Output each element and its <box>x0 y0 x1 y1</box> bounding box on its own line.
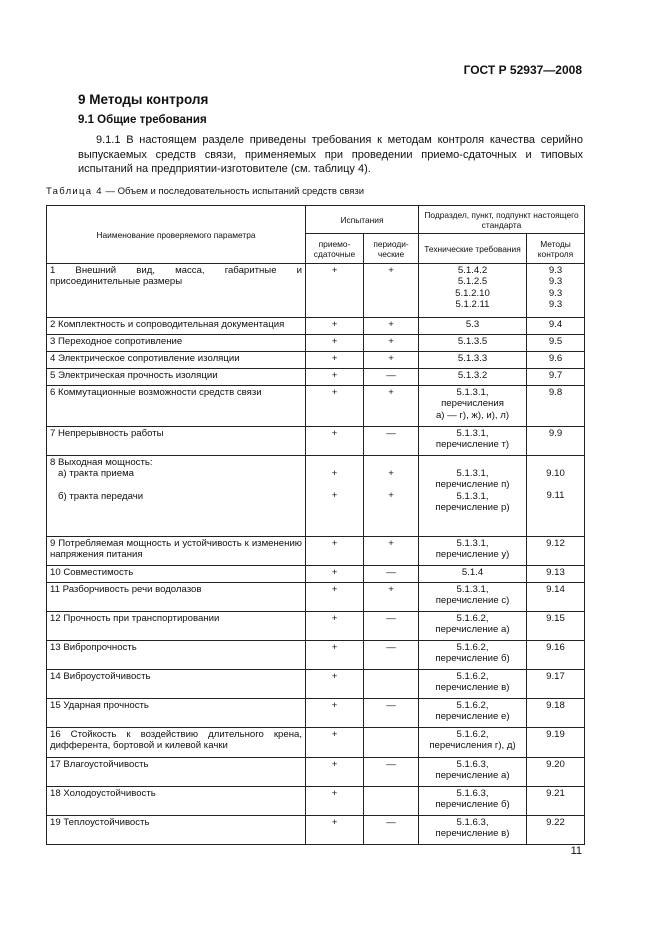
method-cell: 9.21 <box>527 787 585 816</box>
param-cell: 3 Переходное сопротивление <box>47 335 306 352</box>
periodic-cell: + <box>364 537 419 566</box>
method-cell: 9.4 <box>527 318 585 335</box>
method-cell: 9.3 9.3 9.3 9.3 <box>527 264 585 318</box>
table-body <box>47 264 585 845</box>
param-cell: 11 Разборчивость речи водолазов <box>47 583 306 612</box>
param-cell: 10 Совместимость <box>47 566 306 583</box>
table-caption <box>46 186 364 197</box>
acceptance-cell: + <box>306 670 364 699</box>
acceptance-cell: + <box>306 612 364 641</box>
subsection-title: 9.1 Общие требования <box>78 114 207 126</box>
method-cell: 9.15 <box>527 612 585 641</box>
acceptance-cell: + <box>306 335 364 352</box>
acceptance-cell: + <box>306 352 364 369</box>
table-row <box>47 537 585 566</box>
acceptance-cell: + <box>306 641 364 670</box>
param-cell: 14 Виброустойчивость <box>47 670 306 699</box>
tech-cell: 5.1.3.1, перечисления а) — г), ж), и), л) <box>419 386 527 427</box>
tech-cell: 5.1.6.3, перечисление в) <box>419 816 527 845</box>
method-cell: 9.12 <box>527 537 585 566</box>
acceptance-cell: + <box>306 537 364 566</box>
periodic-cell: — <box>364 427 419 456</box>
periodic-cell: — <box>364 566 419 583</box>
acceptance-cell: + <box>306 583 364 612</box>
param-cell: 12 Прочность при транспортировании <box>47 612 306 641</box>
tech-cell: 5.1.3.1, перечисление с) <box>419 583 527 612</box>
param-cell: 2 Комплектность и сопроводительная документация <box>47 318 306 335</box>
acceptance-cell: + <box>306 787 364 816</box>
acceptance-cell: + <box>306 758 364 787</box>
table-row <box>47 728 585 758</box>
tech-cell: 5.1.3.2 <box>419 369 527 386</box>
tech-cell: 5.1.6.3, перечисление а) <box>419 758 527 787</box>
periodic-cell: — <box>364 699 419 728</box>
page-number: 11 <box>570 845 582 857</box>
acceptance-cell: + <box>306 386 364 427</box>
table-row <box>47 612 585 641</box>
method-cell: 9.19 <box>527 728 585 758</box>
param-cell: 5 Электрическая прочность изоляции <box>47 369 306 386</box>
periodic-cell: + <box>364 583 419 612</box>
periodic-cell: — <box>364 612 419 641</box>
method-cell: 9.20 <box>527 758 585 787</box>
periodic-cell <box>364 787 419 816</box>
table-row <box>47 641 585 670</box>
acceptance-cell: + <box>306 427 364 456</box>
table-row <box>47 352 585 369</box>
header-tests: Испытания <box>306 206 419 234</box>
method-cell: 9.16 <box>527 641 585 670</box>
acceptance-cell: + <box>306 566 364 583</box>
periodic-cell <box>364 670 419 699</box>
periodic-cell: + <box>364 318 419 335</box>
tech-cell: 5.1.6.2, перечисления г), д) <box>419 728 527 758</box>
method-cell: 9.13 <box>527 566 585 583</box>
table-row <box>47 787 585 816</box>
method-cell: 9.6 <box>527 352 585 369</box>
param-cell: 8 Выходная мощность: а) тракта приема б) тракта передачи <box>47 456 306 537</box>
tech-cell: 5.1.3.5 <box>419 335 527 352</box>
tech-cell: 5.1.6.2, перечисление е) <box>419 699 527 728</box>
param-cell: 13 Вибропрочность <box>47 641 306 670</box>
document-code: ГОСТ Р 52937—2008 <box>463 63 582 77</box>
acceptance-cell: + + <box>306 456 364 537</box>
section-title: 9 Методы контроля <box>78 92 209 107</box>
tech-cell: 5.1.6.2, перечисление б) <box>419 641 527 670</box>
acceptance-cell: + <box>306 264 364 318</box>
acceptance-cell: + <box>306 369 364 386</box>
param-cell: 17 Влагоустойчивость <box>47 758 306 787</box>
param-cell: 9 Потребляемая мощность и устойчивость к изменению напряжения питания <box>47 537 306 566</box>
acceptance-cell: + <box>306 816 364 845</box>
table-row <box>47 816 585 845</box>
header-periodic: периоди-ческие <box>364 234 419 264</box>
table-row <box>47 335 585 352</box>
sub-param: б) тракта передачи <box>58 490 144 502</box>
param-cell: 6 Коммутационные возможности средств связи <box>47 386 306 427</box>
acceptance-cell: + <box>306 318 364 335</box>
header-tech-requirements: Технические требования <box>419 234 527 264</box>
method-cell: 9.17 <box>527 670 585 699</box>
periodic-cell: — <box>364 758 419 787</box>
param-cell: 18 Холодоустойчивость <box>47 787 306 816</box>
tests-table <box>46 205 585 845</box>
param-cell: 19 Теплоустойчивость <box>47 816 306 845</box>
table-row <box>47 699 585 728</box>
header-parameter: Наименование проверяемого параметра <box>47 206 306 264</box>
acceptance-cell: + <box>306 699 364 728</box>
param-cell: 7 Непрерывность работы <box>47 427 306 456</box>
sub-param: а) тракта приема <box>58 468 135 480</box>
tech-cell: 5.1.4 <box>419 566 527 583</box>
tech-cell: 5.1.4.2 5.1.2.5 5.1.2.10 5.1.2.11 <box>419 264 527 318</box>
periodic-cell: + <box>364 352 419 369</box>
method-cell: 9.14 <box>527 583 585 612</box>
tech-cell: 5.1.6.2, перечисление в) <box>419 670 527 699</box>
tech-cell: 5.1.6.2, перечисление а) <box>419 612 527 641</box>
tech-cell: 5.1.6.3, перечисление б) <box>419 787 527 816</box>
table-row <box>47 264 585 318</box>
tech-cell: 5.3 <box>419 318 527 335</box>
periodic-cell: + <box>364 335 419 352</box>
header-standard: Подраздел, пункт, подпункт настоящего стандарта <box>419 206 585 234</box>
table-row <box>47 427 585 456</box>
header-control-methods: Методы контроля <box>527 234 585 264</box>
table-row <box>47 369 585 386</box>
table-row <box>47 583 585 612</box>
header-acceptance: приемо-сдаточные <box>306 234 364 264</box>
method-cell: 9.22 <box>527 816 585 845</box>
param-cell: 4 Электрическое сопротивление изоляции <box>47 352 306 369</box>
method-cell: 9.18 <box>527 699 585 728</box>
intro-paragraph: 9.1.1 В настоящем разделе приведены требования к методам контроля качества серийно выпускаемых средств связи, применяемых при проведении приемо-сдаточных и типовых испытаний на предприятии-изготовителе (см. таблицу 4). <box>78 134 583 176</box>
periodic-cell: + + <box>364 456 419 537</box>
periodic-cell: — <box>364 816 419 845</box>
periodic-cell: — <box>364 369 419 386</box>
param-cell: 1 Внешний вид, масса, габаритные и присоединительные размеры <box>47 264 306 318</box>
table-row <box>47 318 585 335</box>
periodic-cell <box>364 728 419 758</box>
periodic-cell: + <box>364 386 419 427</box>
periodic-cell: + <box>364 264 419 318</box>
acceptance-cell: + <box>306 728 364 758</box>
method-cell: 9.8 <box>527 386 585 427</box>
table-row <box>47 566 585 583</box>
method-cell: 9.9 <box>527 427 585 456</box>
method-cell: 9.7 <box>527 369 585 386</box>
table-row <box>47 670 585 699</box>
table-row <box>47 758 585 787</box>
tech-cell: 5.1.3.3 <box>419 352 527 369</box>
table-caption-label: Таблица 4 <box>46 186 103 197</box>
param-cell: 16 Стойкость к воздействию длительного крена, дифферента, бортовой и килевой качки <box>47 728 306 758</box>
param-cell: 15 Ударная прочность <box>47 699 306 728</box>
tech-cell: 5.1.3.1, перечисление п) 5.1.3.1, перечисление р) <box>419 456 527 537</box>
periodic-cell: — <box>364 641 419 670</box>
method-cell: 9.5 <box>527 335 585 352</box>
table-row <box>47 386 585 427</box>
table-row <box>47 456 585 537</box>
tech-cell: 5.1.3.1, перечисление т) <box>419 427 527 456</box>
table-caption-text: — Объем и последовательность испытаний средств связи <box>102 186 365 197</box>
method-cell: 9.10 9.11 <box>527 456 585 537</box>
tech-cell: 5.1.3.1, перечисление у) <box>419 537 527 566</box>
